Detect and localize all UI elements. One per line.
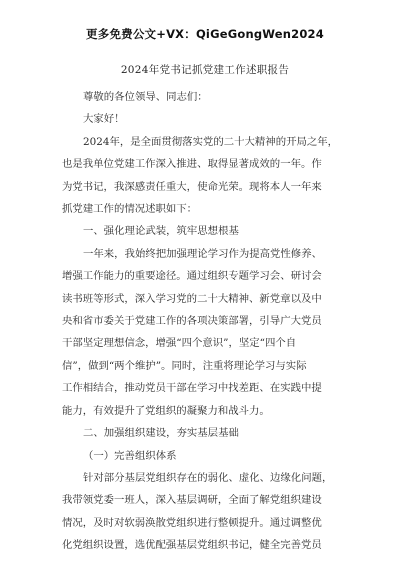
paragraph-line: 情况，及时对软弱涣散党组织进行整顿提升。通过调整优: [62, 516, 322, 529]
paragraph-line: 大家好！: [83, 113, 125, 126]
paragraph-line: 干部坚定理想信念，增强“四个意识”，坚定“四个自: [62, 337, 297, 350]
paragraph-line: 读书班等形式，深入学习党的二十大精神、新党章以及中: [62, 292, 322, 305]
paragraph-line: 信”，做到“两个维护”。同时，注重将理论学习与实际: [62, 359, 307, 372]
paragraph-line: 为党书记，我深感责任重大，使命光荣。现将本人一年来: [62, 180, 322, 193]
paragraph-line: 能力，有效提升了党组织的凝聚力和战斗力。: [62, 404, 270, 417]
paragraph-line: 工作相结合，推动党员干部在学习中找差距、在实践中提: [62, 382, 322, 395]
paragraph-line: 针对部分基层党组织存在的弱化、虚化、边缘化问题，: [83, 471, 333, 484]
paragraph-line: 增强工作能力的重要途径。通过组织专题学习会、研讨会: [62, 270, 322, 283]
paragraph-line: 一、强化理论武装，筑牢思想根基: [83, 225, 239, 238]
paragraph-line: 尊敬的各位领导、同志们：: [83, 91, 208, 103]
paragraph-line: 一年来，我始终把加强理论学习作为提高党性修养、: [83, 247, 322, 260]
paragraph-line: 二、加强组织建设，夯实基层基础: [83, 427, 239, 440]
document-body: [62, 86, 352, 557]
paragraph-line: 我带领党委一班人，深入基层调研，全面了解党组织建设: [62, 494, 322, 507]
watermark-banner: 更多免费公文+VX：QiGeGongWen2024: [86, 27, 324, 41]
paragraph-line: 抓党建工作的情况述职如下：: [62, 203, 198, 216]
paragraph-line: 也是我单位党建工作深入推进、取得显著成效的一年。作: [62, 158, 322, 171]
paragraph-line: 2024年，是全面贯彻落实党的二十大精神的开局之年，: [83, 135, 339, 148]
paragraph-line: 央和省市委关于党建工作的各项决策部署，引导广大党员: [62, 315, 322, 328]
paragraph-line: （一）完善组织体系: [83, 449, 177, 462]
document-title: 2024年党书记抓党建工作述职报告: [120, 64, 290, 76]
paragraph-line: 化党组织设置，选优配强基层党组织书记，健全完善党员: [62, 539, 322, 552]
